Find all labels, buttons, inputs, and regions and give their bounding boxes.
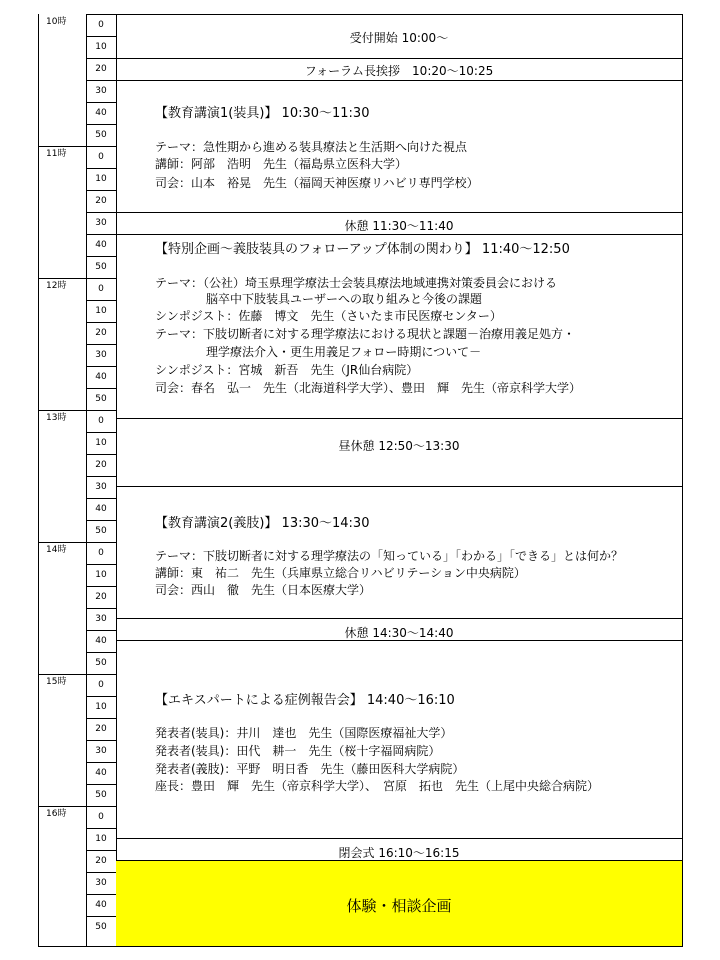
minute-cell: 30	[95, 218, 107, 228]
block-separator	[116, 80, 682, 81]
block-separator	[116, 838, 682, 839]
hour-label: 10時	[46, 17, 67, 27]
special-symposist1: シンポジスト：佐藤 博文 先生（さいたま市民医療センター）	[155, 309, 502, 323]
minute-cell: 50	[95, 790, 107, 800]
expert-chair: 座長：豊田 輝 先生（帝京科学大学）、 宮原 拓也 先生（上尾中央総合病院）	[155, 779, 600, 793]
minute-cell: 20	[95, 856, 107, 866]
hour-separator	[38, 410, 86, 411]
minute-cell: 0	[98, 680, 104, 690]
block-separator	[116, 486, 682, 487]
special-theme1-line1: テーマ：（公社）埼玉県理学療法士会装具療法地域連携対策委員会における	[155, 276, 558, 290]
special-theme2-line2: 理学療法介入・更生用義足フォロー時期について－	[206, 345, 482, 359]
minute-cell: 30	[95, 746, 107, 756]
minute-cell: 30	[95, 350, 107, 360]
special-chair: 司会：春名 弘一 先生（北海道科学大学）、豊田 輝 先生（帝京科学大学）	[155, 381, 582, 395]
lecture2-theme: テーマ：下肢切断者に対する理学療法の「知っている」「わかる」「できる」とは何か？	[155, 549, 624, 563]
minute-cell: 0	[98, 152, 104, 162]
minute-cell: 30	[95, 482, 107, 492]
minute-column-right-border	[116, 14, 117, 946]
break1-text: 休憩 11:30～11:40	[344, 219, 454, 233]
minute-cell: 50	[95, 130, 107, 140]
lecture1-title: 【教育講演1(装具)】 10:30～11:30	[155, 106, 370, 121]
minute-cell: 30	[95, 614, 107, 624]
special-title: 【特別企画～義肢装具のフォローアップ体制の関わり】 11:40～12:50	[155, 242, 570, 257]
minute-cell: 10	[95, 570, 107, 580]
minute-cell: 10	[95, 834, 107, 844]
minute-cell: 40	[95, 504, 107, 514]
expert-title: 【エキスパートによる症例報告会】 14:40～16:10	[155, 693, 455, 708]
special-symposist2: シンポジスト：宮城 新吾 先生（JR仙台病院）	[155, 363, 419, 377]
forum-greeting-text: フォーラム長挨拶 10:20～10:25	[304, 64, 494, 78]
lecture2-title: 【教育講演2(義肢)】 13:30～14:30	[155, 516, 370, 531]
minute-cell: 10	[95, 438, 107, 448]
expert-presenter2: 発表者(装具)：田代 耕一 先生（桜十字福岡病院）	[155, 744, 441, 758]
minute-cell: 10	[95, 702, 107, 712]
minute-cell: 40	[95, 768, 107, 778]
expert-presenter3: 発表者(義肢)：平野 明日香 先生（藤田医科大学病院）	[155, 762, 465, 776]
minute-cell: 40	[95, 636, 107, 646]
top-border	[86, 14, 683, 15]
hour-separator	[38, 146, 86, 147]
hour-label: 12時	[46, 281, 67, 291]
hour-separator	[38, 674, 86, 675]
lecture1-chair: 司会：山本 裕晃 先生（福岡天神医療リハビリ専門学校）	[155, 176, 479, 190]
minute-cell: 20	[95, 592, 107, 602]
hour-separator	[38, 278, 86, 279]
special-theme2-line1: テーマ：下肢切断者に対する理学療法における現状と課題－治療用義足処方・	[155, 327, 576, 341]
expert-presenter1: 発表者(装具)：井川 達也 先生（国際医療福祉大学）	[155, 726, 453, 740]
block-separator	[116, 234, 682, 235]
minute-cell: 10	[95, 174, 107, 184]
block-separator	[116, 418, 682, 419]
block-separator	[116, 58, 682, 59]
minute-cell: 10	[95, 306, 107, 316]
reception-text: 受付開始 10:00～	[349, 31, 449, 45]
hour-separator	[38, 806, 86, 807]
right-border	[682, 14, 683, 946]
lecture2-lecturer: 講師：東 祐二 先生（兵庫県立総合リハビリテーション中央病院）	[155, 566, 526, 580]
hour-label: 14時	[46, 545, 67, 555]
block-separator	[116, 618, 682, 619]
experience-text: 体験・相談企画	[346, 897, 452, 915]
lecture1-lecturer: 講師：阿部 浩明 先生（福島県立医科大学）	[155, 157, 408, 171]
break2-text: 休憩 14:30～14:40	[344, 626, 454, 640]
bottom-border	[38, 946, 683, 947]
hour-label: 13時	[46, 413, 67, 423]
minute-cell: 40	[95, 900, 107, 910]
minute-cell: 50	[95, 262, 107, 272]
hour-label: 15時	[46, 677, 67, 687]
closing-text: 閉会式 16:10～16:15	[338, 846, 460, 860]
minute-cell: 30	[95, 878, 107, 888]
minute-cell: 40	[95, 108, 107, 118]
minute-cell: 50	[95, 658, 107, 668]
special-theme1-line2: 脳卒中下肢装具ユーザーへの取り組みと今後の課題	[206, 292, 483, 306]
minute-cell: 20	[95, 460, 107, 470]
minute-cell: 0	[98, 548, 104, 558]
hour-label: 16時	[46, 809, 67, 819]
minute-cell: 50	[95, 394, 107, 404]
minute-cell: 40	[95, 240, 107, 250]
lecture2-chair: 司会：西山 徹 先生（日本医療大学）	[155, 583, 372, 597]
hour-separator	[38, 542, 86, 543]
minute-cell: 20	[95, 196, 107, 206]
minute-cell: 30	[95, 86, 107, 96]
lecture1-theme: テーマ：急性期から進める装具療法と生活期へ向けた視点	[155, 140, 468, 154]
minute-cell: 0	[98, 812, 104, 822]
minute-cell: 40	[95, 372, 107, 382]
lunch-text: 昼休憩 12:50～13:30	[338, 439, 460, 453]
minute-cell: 20	[95, 64, 107, 74]
minute-cell: 20	[95, 724, 107, 734]
minute-cell: 20	[95, 328, 107, 338]
hour-label: 11時	[46, 149, 67, 159]
minute-cell: 50	[95, 922, 107, 932]
minute-cell: 0	[98, 416, 104, 426]
minute-cell: 0	[98, 20, 104, 30]
block-separator	[116, 212, 682, 213]
minute-cell: 0	[98, 284, 104, 294]
minute-cell: 10	[95, 42, 107, 52]
minute-cell: 50	[95, 526, 107, 536]
